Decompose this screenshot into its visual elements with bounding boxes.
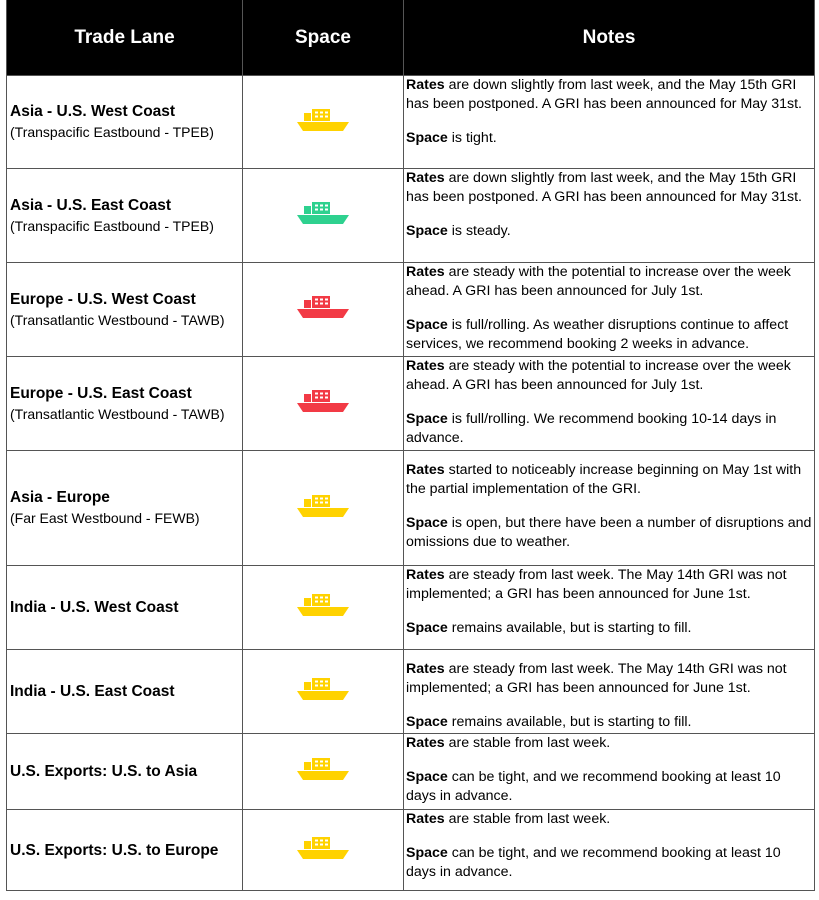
lane-subtitle: (Transpacific Eastbound - TPEB)	[10, 124, 214, 140]
header-notes: Notes	[404, 0, 815, 76]
table-row	[7, 451, 815, 566]
space-keyword: Space	[406, 130, 448, 146]
rates-text: are down slightly from last week, and the May 15th GRI has been postponed. A GRI has been announced for May 31st.	[406, 170, 802, 205]
lane-name: Asia - U.S. East Coast	[10, 196, 172, 214]
rates-note	[406, 734, 812, 753]
space-keyword: Space	[406, 317, 448, 333]
space-note	[406, 619, 812, 638]
header-trade-lane: Trade Lane	[7, 0, 243, 76]
rates-keyword: Rates	[406, 264, 445, 280]
notes-cell	[404, 451, 815, 566]
rates-keyword: Rates	[406, 170, 445, 186]
rates-text: are stable from last week.	[444, 735, 611, 751]
space-note	[406, 316, 812, 354]
rates-keyword: Rates	[406, 661, 445, 677]
trade-lane-table	[6, 0, 815, 891]
space-note	[406, 844, 812, 882]
trade-lane-cell	[7, 451, 243, 566]
trade-lane-cell	[7, 76, 243, 169]
notes-cell	[404, 650, 815, 734]
space-cell	[243, 650, 404, 734]
table-row	[7, 810, 815, 891]
space-text: is open, but there have been a number of disruptions and omissions due to weather.	[406, 515, 812, 550]
header-space: Space	[243, 0, 404, 76]
table-row	[7, 357, 815, 451]
table-row	[7, 169, 815, 263]
rates-keyword: Rates	[406, 462, 445, 478]
cargo-ship-icon	[295, 388, 351, 414]
table-row	[7, 566, 815, 650]
notes-cell	[404, 810, 815, 891]
table-row	[7, 76, 815, 169]
space-cell	[243, 810, 404, 891]
rates-keyword: Rates	[406, 567, 445, 583]
lane-name: Asia - U.S. West Coast	[10, 103, 176, 120]
cargo-ship-icon	[295, 294, 351, 320]
space-keyword: Space	[406, 411, 448, 427]
space-text: is full/rolling. We recommend booking 10-14 days in advance.	[406, 411, 777, 446]
lane-subtitle: (Transpacific Eastbound - TPEB)	[10, 217, 214, 234]
space-keyword: Space	[406, 620, 448, 636]
space-text: remains available, but is starting to fill.	[447, 620, 692, 636]
lane-name: U.S. Exports: U.S. to Europe	[10, 841, 219, 859]
lane-name: India - U.S. West Coast	[10, 599, 179, 616]
rates-text: are steady from last week. The May 14th GRI was not implemented; a GRI has been announced for June 1st.	[406, 567, 787, 602]
notes-cell	[404, 263, 815, 357]
rates-note	[406, 169, 812, 207]
space-cell	[243, 451, 404, 566]
lane-subtitle: (Transatlantic Westbound - TAWB)	[10, 405, 225, 422]
rates-note	[406, 461, 812, 499]
cargo-ship-icon	[295, 200, 351, 226]
space-note	[406, 768, 812, 806]
space-keyword: Space	[406, 223, 448, 239]
rates-keyword: Rates	[406, 358, 445, 374]
space-cell	[243, 734, 404, 810]
trade-lane-cell	[7, 357, 243, 451]
space-note	[406, 514, 812, 552]
lane-subtitle: (Transatlantic Westbound - TAWB)	[10, 311, 225, 328]
table-body	[7, 76, 815, 891]
space-keyword: Space	[406, 769, 448, 785]
space-note	[406, 129, 812, 148]
space-cell	[243, 357, 404, 451]
trade-lane-cell	[7, 263, 243, 357]
table-header-row	[7, 0, 815, 76]
space-keyword: Space	[406, 515, 448, 531]
lane-name: Europe - U.S. East Coast	[10, 384, 192, 402]
notes-cell	[404, 169, 815, 263]
trade-lane-cell	[7, 169, 243, 263]
space-cell	[243, 566, 404, 650]
trade-lane-cell	[7, 566, 243, 650]
rates-note	[406, 357, 812, 395]
rates-note	[406, 76, 812, 114]
space-text: remains available, but is starting to fill.	[447, 714, 692, 730]
space-note	[406, 222, 812, 241]
space-text: is full/rolling. As weather disruptions continue to affect services, we recommend booking 2 weeks in advance.	[406, 317, 789, 352]
space-text: is steady.	[447, 223, 511, 239]
rates-text: are stable from last week.	[444, 811, 611, 827]
rates-keyword: Rates	[406, 811, 445, 827]
rates-keyword: Rates	[406, 77, 445, 93]
trade-lane-cell	[7, 810, 243, 891]
table-row	[7, 263, 815, 357]
space-cell	[243, 169, 404, 263]
rates-keyword: Rates	[406, 735, 445, 751]
cargo-ship-icon	[295, 676, 351, 702]
cargo-ship-icon	[295, 493, 351, 519]
notes-cell	[404, 357, 815, 451]
cargo-ship-icon	[295, 107, 351, 133]
table-row	[7, 650, 815, 734]
rates-note	[406, 810, 812, 829]
space-text: is tight.	[447, 130, 497, 146]
notes-cell	[404, 734, 815, 810]
rates-note	[406, 566, 812, 604]
space-cell	[243, 263, 404, 357]
rates-text: are steady with the potential to increase over the week ahead. A GRI has been announced for July 1st.	[406, 358, 791, 393]
rates-note	[406, 263, 812, 301]
cargo-ship-icon	[295, 592, 351, 618]
rates-text: are steady from last week. The May 14th GRI was not implemented; a GRI has been announced for June 1st.	[406, 661, 787, 696]
rates-text: are steady with the potential to increase over the week ahead. A GRI has been announced for July 1st.	[406, 264, 791, 299]
notes-cell	[404, 566, 815, 650]
lane-name: India - U.S. East Coast	[10, 683, 175, 700]
rates-text: are down slightly from last week, and the May 15th GRI has been postponed. A GRI has been announced for May 31st.	[406, 77, 802, 112]
rates-note	[406, 660, 812, 698]
cargo-ship-icon	[295, 835, 351, 861]
space-keyword: Space	[406, 714, 448, 730]
rates-text: started to noticeably increase beginning on May 1st with the partial implementation of the GRI.	[406, 462, 802, 497]
lane-subtitle: (Far East Westbound - FEWB)	[10, 510, 200, 526]
lane-name: U.S. Exports: U.S. to Asia	[10, 763, 198, 780]
notes-cell	[404, 76, 815, 169]
lane-name: Asia - Europe	[10, 489, 110, 506]
table-row	[7, 734, 815, 810]
space-note	[406, 410, 812, 448]
space-cell	[243, 76, 404, 169]
trade-lane-cell	[7, 734, 243, 810]
space-note	[406, 713, 812, 732]
lane-name: Europe - U.S. West Coast	[10, 290, 196, 308]
space-text: can be tight, and we recommend booking at least 10 days in advance.	[406, 769, 781, 804]
trade-lane-cell	[7, 650, 243, 734]
space-text: can be tight, and we recommend booking at least 10 days in advance.	[406, 845, 781, 880]
cargo-ship-icon	[295, 756, 351, 782]
space-keyword: Space	[406, 845, 448, 861]
